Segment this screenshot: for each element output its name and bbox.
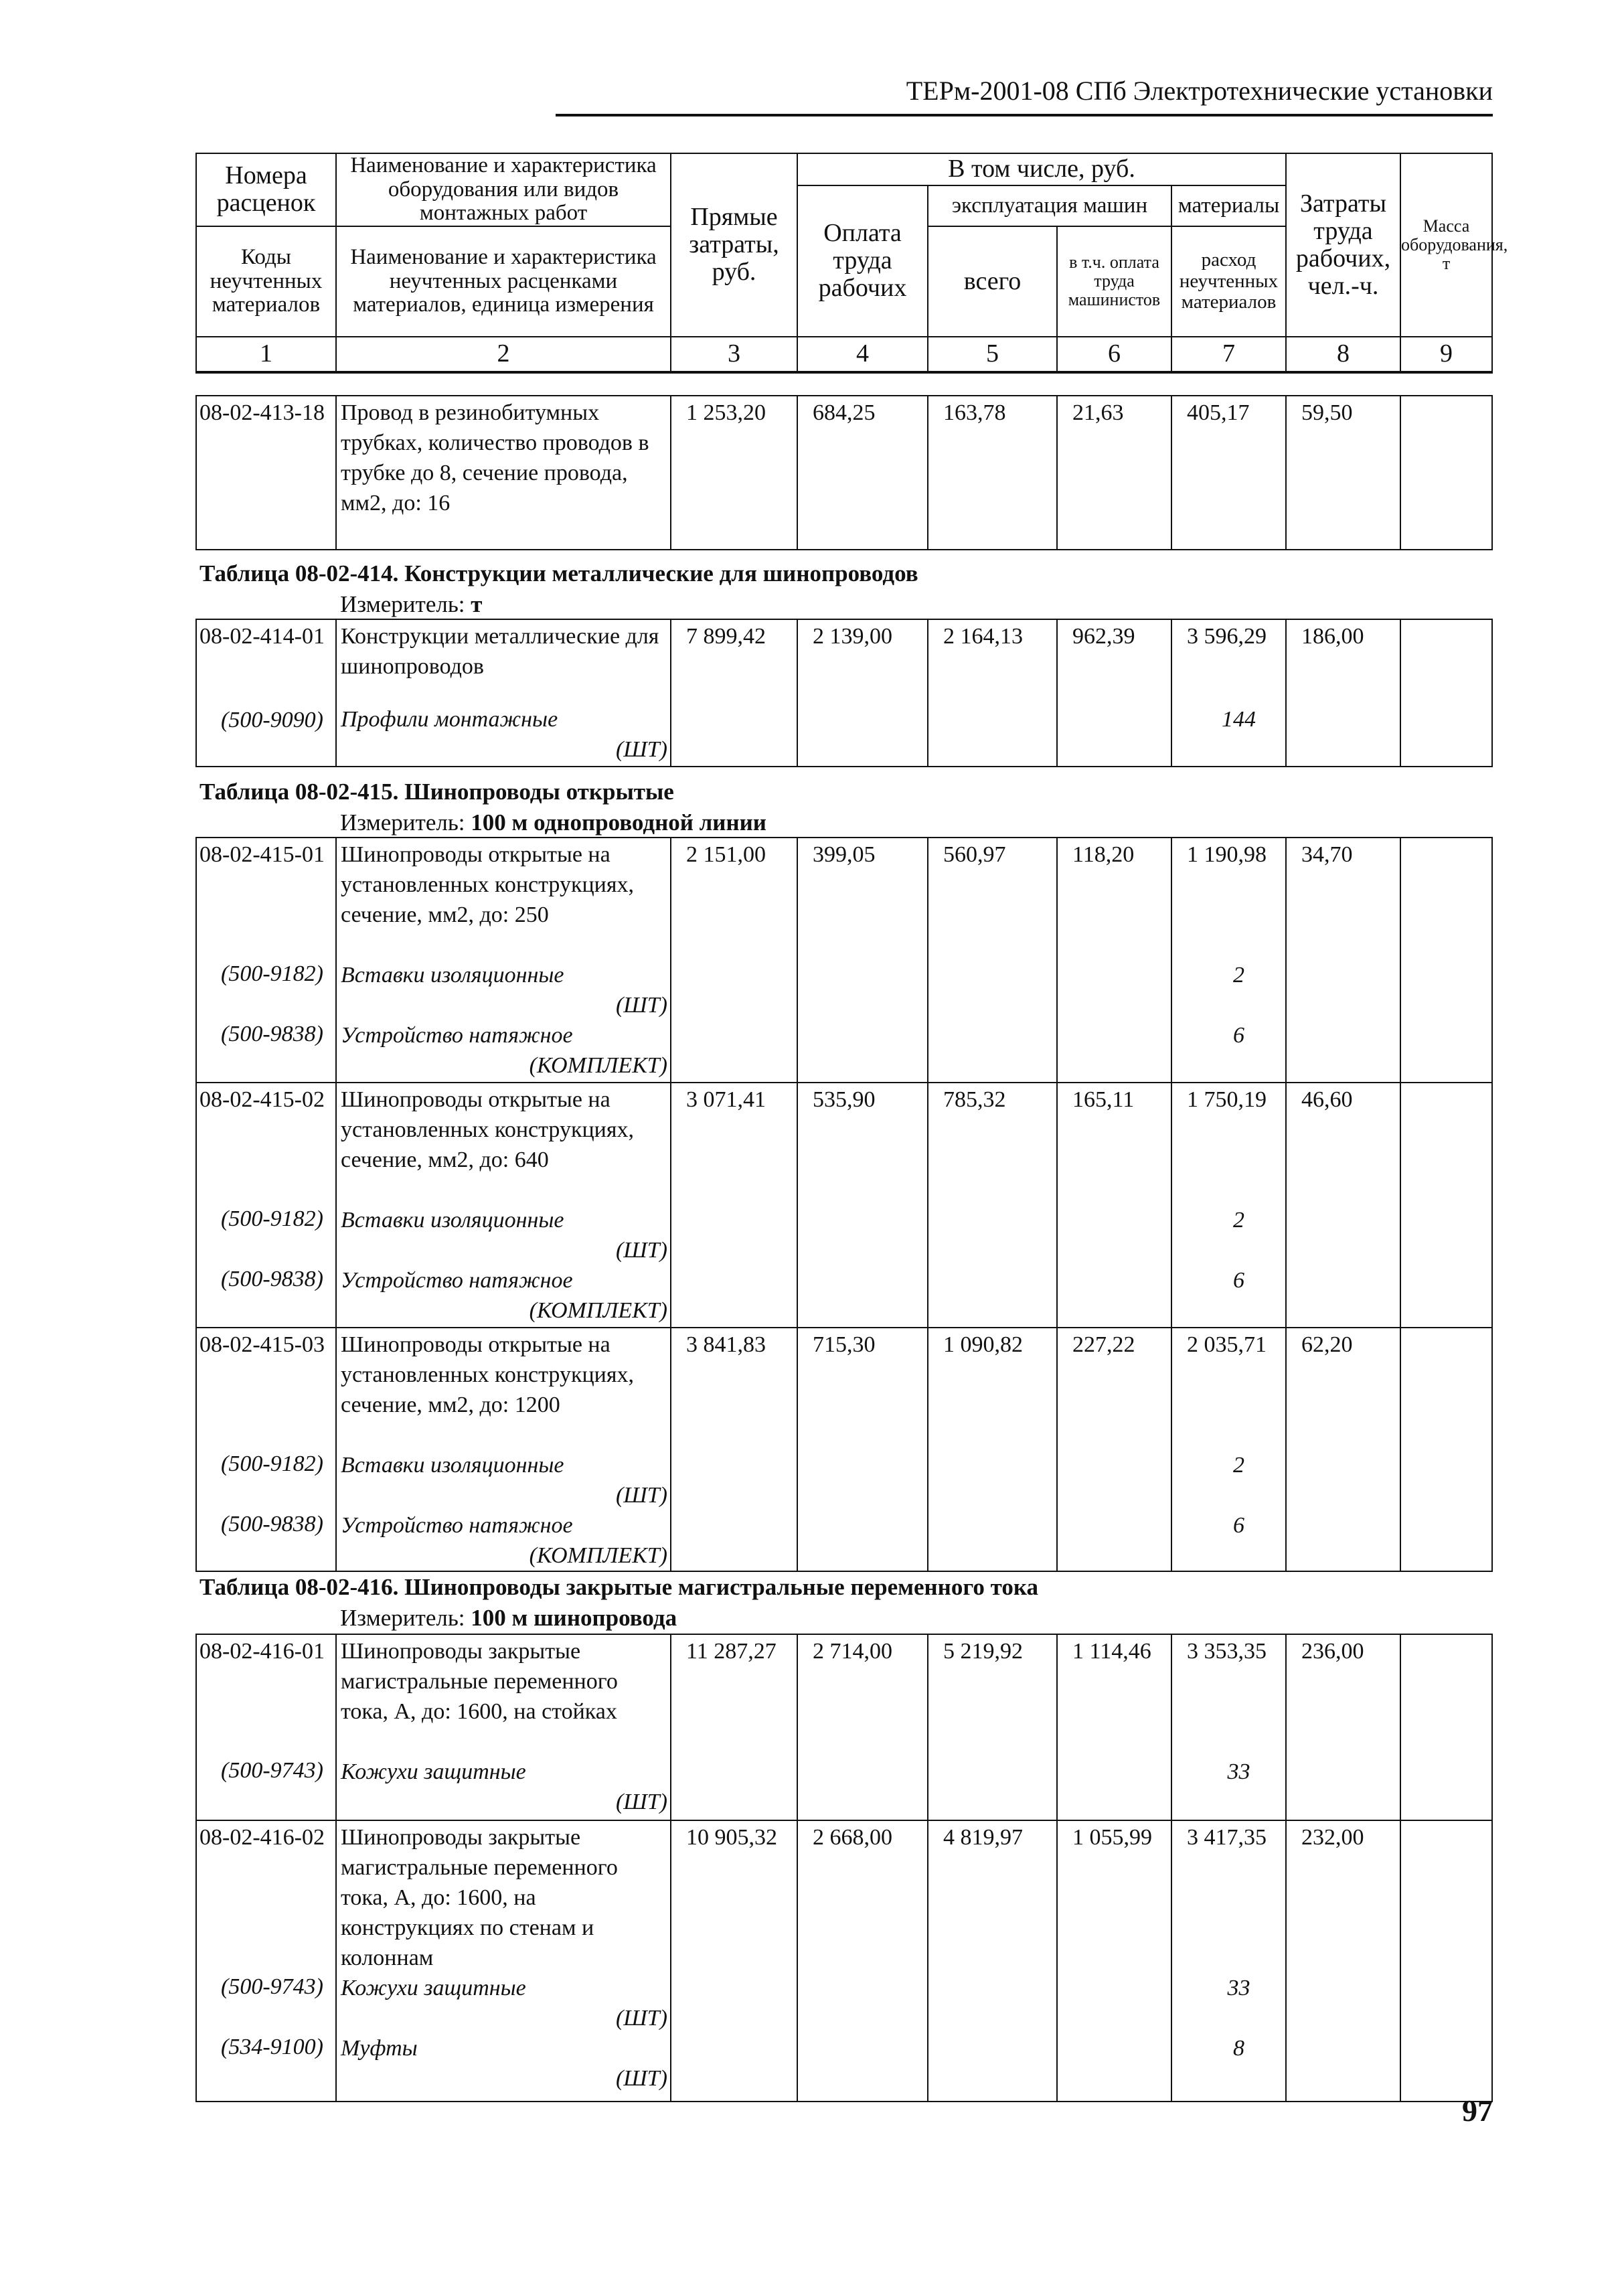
rate-name-cell (336, 1634, 671, 1820)
material-code: (500-9182) (221, 961, 323, 986)
mass-value (1400, 1634, 1492, 1820)
rate-code: 08-02-416-02 (199, 1825, 325, 1850)
unit-value: т (471, 591, 483, 617)
unit-line-415 (340, 807, 766, 838)
mass-value (1400, 396, 1492, 550)
labor-pay-value: 2 139,00 (797, 619, 928, 767)
rates-table-415 (195, 837, 1493, 1572)
column-number: 3 (671, 337, 797, 372)
material-qty: 2 (1233, 1453, 1244, 1478)
machines-total-value: 2 164,13 (928, 619, 1057, 767)
rate-code-cell (196, 1634, 336, 1820)
mass-value (1400, 1083, 1492, 1328)
column-number: 6 (1057, 337, 1171, 372)
header-machinists-pay: в т.ч. оплата труда машинистов (1057, 226, 1171, 337)
materials-value: 2 035,71 (1187, 1332, 1267, 1357)
material-code: (534-9100) (221, 2035, 323, 2059)
machines-total-value: 163,78 (928, 396, 1057, 550)
table-row (196, 1083, 1492, 1328)
header-materials-consumption: расход неучтенных материалов (1171, 226, 1286, 337)
machinists-pay-value: 1 055,99 (1057, 1820, 1171, 2102)
material-unit: (ШТ) (615, 993, 667, 1018)
material-unit: (ШТ) (615, 737, 667, 762)
direct-costs-value: 1 253,20 (671, 396, 797, 550)
header-labor-pay: Оплата труда рабочих (797, 185, 928, 337)
material-qty: 33 (1227, 1976, 1250, 2000)
rates-table-416 (195, 1634, 1493, 2102)
rate-name: Шинопроводы закрытые магистральные переменного тока, А, до: 1600, на конструкциях по стенам и колоннам (341, 1825, 618, 1970)
rate-name: Шинопроводы открытые на установленных конструкциях, сечение, мм2, до: 250 (341, 842, 634, 927)
material-name: Вставки изоляционные (341, 1453, 564, 1478)
header-machines-total: всего (928, 226, 1057, 337)
material-code: (500-9182) (221, 1451, 323, 1476)
table-row (196, 1634, 1492, 1820)
materials-value: 1 190,98 (1187, 842, 1267, 867)
materials-cell (1171, 838, 1286, 1083)
column-number: 8 (1286, 337, 1400, 372)
labor-pay-value: 715,30 (797, 1328, 928, 1571)
material-name: Вставки изоляционные (341, 963, 564, 987)
labor-hours-value: 186,00 (1286, 619, 1400, 767)
labor-pay-value: 2 668,00 (797, 1820, 928, 2102)
materials-cell (1171, 1083, 1286, 1328)
material-name: Муфты (341, 2036, 418, 2061)
header-materials-name: Наименование и характеристика неучтенных расценками материалов, единица измерения (336, 226, 671, 337)
material-unit: (ШТ) (615, 2066, 667, 2091)
labor-hours-value: 236,00 (1286, 1634, 1400, 1820)
mass-value (1400, 838, 1492, 1083)
materials-value: 3 353,35 (1187, 1639, 1267, 1664)
labor-pay-value: 2 714,00 (797, 1634, 928, 1820)
unit-line-416 (340, 1603, 677, 1634)
unit-value: 100 м однопроводной линии (471, 809, 766, 836)
machines-total-value: 1 090,82 (928, 1328, 1057, 1571)
column-number: 7 (1171, 337, 1286, 372)
rate-code-cell (196, 1820, 336, 2102)
rate-name-cell (336, 619, 671, 767)
material-qty: 33 (1227, 1759, 1250, 1784)
rate-name: Провод в резинобитумных трубках, количество проводов в трубке до 8, сечение провода, мм2, до: 16 (336, 396, 671, 550)
materials-cell (1171, 1634, 1286, 1820)
machinists-pay-value: 1 114,46 (1057, 1634, 1171, 1820)
rates-table-413 (195, 395, 1493, 550)
materials-value: 405,17 (1171, 396, 1286, 550)
header-unaccounted-codes: Коды неучтенных материалов (196, 226, 336, 337)
material-code: (500-9743) (221, 1758, 323, 1783)
material-unit: (КОМПЛЕКТ) (529, 1053, 667, 1078)
machinists-pay-value: 21,63 (1057, 396, 1171, 550)
material-qty: 6 (1233, 1268, 1244, 1293)
material-unit: (КОМПЛЕКТ) (529, 1298, 667, 1323)
column-number: 9 (1400, 337, 1492, 372)
direct-costs-value: 2 151,00 (671, 838, 797, 1083)
labor-hours-value: 232,00 (1286, 1820, 1400, 2102)
rate-name: Конструкции металлические для шинопроводов (341, 624, 659, 679)
materials-value: 3 596,29 (1187, 624, 1267, 649)
machinists-pay-value: 118,20 (1057, 838, 1171, 1083)
table-row (196, 838, 1492, 1083)
unit-label: Измеритель: (340, 1605, 465, 1631)
material-unit: (ШТ) (615, 2006, 667, 2031)
table-caption-416: Таблица 08-02-416. Шинопроводы закрытые магистральные переменного тока (199, 1574, 1038, 1600)
header-work-name: Наименование и характеристика оборудования или видов монтажных работ (336, 153, 671, 226)
direct-costs-value: 3 841,83 (671, 1328, 797, 1571)
rate-code: 08-02-414-01 (199, 624, 325, 649)
table-row (196, 619, 1492, 767)
materials-cell (1171, 1820, 1286, 2102)
rate-name: Шинопроводы открытые на установленных конструкциях, сечение, мм2, до: 640 (341, 1087, 634, 1172)
header-rate-numbers: Номера расценок (196, 153, 336, 226)
labor-pay-value: 684,25 (797, 396, 928, 550)
material-code: (500-9743) (221, 1974, 323, 1999)
rates-table-414 (195, 619, 1493, 767)
material-code: (500-9838) (221, 1267, 323, 1291)
material-qty: 8 (1233, 2036, 1244, 2061)
material-qty: 6 (1233, 1513, 1244, 1538)
material-code: (500-9182) (221, 1206, 323, 1231)
rate-name-cell (336, 1328, 671, 1571)
unit-label: Измеритель: (340, 591, 465, 617)
direct-costs-value: 10 905,32 (671, 1820, 797, 2102)
header-direct-costs: Прямые затраты, руб. (671, 153, 797, 337)
table-row (196, 1820, 1492, 2102)
header-machines-group: эксплуатация машин (928, 185, 1171, 226)
material-code: (500-9090) (221, 708, 323, 732)
direct-costs-value: 3 071,41 (671, 1083, 797, 1328)
rate-name: Шинопроводы закрытые магистральные переменного тока, А, до: 1600, на стойках (341, 1639, 618, 1724)
rate-code: 08-02-415-02 (199, 1087, 325, 1112)
column-number: 1 (196, 337, 336, 372)
machines-total-value: 5 219,92 (928, 1634, 1057, 1820)
material-qty: 6 (1233, 1023, 1244, 1048)
material-name: Кожухи защитные (341, 1759, 526, 1784)
material-unit: (КОМПЛЕКТ) (529, 1543, 667, 1568)
machines-total-value: 560,97 (928, 838, 1057, 1083)
material-name: Кожухи защитные (341, 1976, 526, 2000)
material-code: (500-9838) (221, 1022, 323, 1046)
labor-pay-value: 399,05 (797, 838, 928, 1083)
header-in-total: В том числе, руб. (797, 153, 1286, 185)
header-rule (556, 114, 1493, 116)
labor-hours-value: 62,20 (1286, 1328, 1400, 1571)
direct-costs-value: 11 287,27 (671, 1634, 797, 1820)
column-header-table (195, 153, 1508, 374)
table-caption-414: Таблица 08-02-414. Конструкции металлические для шинопроводов (199, 560, 918, 586)
page-header-title: ТЕРм-2001-08 СПб Электротехнические установки (906, 76, 1493, 106)
labor-hours-value: 59,50 (1286, 396, 1400, 550)
material-name: Вставки изоляционные (341, 1208, 564, 1233)
mass-value (1400, 1820, 1492, 2102)
rate-name-cell (336, 1820, 671, 2102)
rate-code-cell (196, 1328, 336, 1571)
machines-total-value: 4 819,97 (928, 1820, 1057, 2102)
machinists-pay-value: 227,22 (1057, 1328, 1171, 1571)
labor-hours-value: 34,70 (1286, 838, 1400, 1083)
machinists-pay-value: 165,11 (1057, 1083, 1171, 1328)
unit-line-414 (340, 589, 482, 620)
column-number: 5 (928, 337, 1057, 372)
material-unit: (ШТ) (615, 1483, 667, 1508)
labor-pay-value: 535,90 (797, 1083, 928, 1328)
materials-value: 1 750,19 (1187, 1087, 1267, 1112)
material-qty: 2 (1233, 1208, 1244, 1233)
material-name: Устройство натяжное (341, 1023, 573, 1048)
material-code: (500-9838) (221, 1512, 323, 1536)
material-name: Устройство натяжное (341, 1513, 573, 1538)
column-number: 2 (336, 337, 671, 372)
rate-code: 08-02-415-01 (199, 842, 325, 867)
rate-name: Шинопроводы открытые на установленных конструкциях, сечение, мм2, до: 1200 (341, 1332, 634, 1417)
rate-name-cell (336, 1083, 671, 1328)
material-qty: 2 (1233, 963, 1244, 987)
unit-value: 100 м шинопровода (471, 1605, 677, 1631)
materials-cell (1171, 1328, 1286, 1571)
machinists-pay-value: 962,39 (1057, 619, 1171, 767)
materials-value: 3 417,35 (1187, 1825, 1267, 1850)
header-materials-group: материалы (1171, 185, 1286, 226)
rate-code-cell (196, 619, 336, 767)
table-caption-415: Таблица 08-02-415. Шинопроводы открытые (199, 779, 674, 805)
materials-cell (1171, 619, 1286, 767)
page-number: 97 (1462, 2093, 1493, 2128)
rate-code: 08-02-416-01 (199, 1639, 325, 1664)
material-unit: (ШТ) (615, 1790, 667, 1814)
material-name: Профили монтажные (341, 707, 558, 732)
rate-code: 08-02-415-03 (199, 1332, 325, 1357)
direct-costs-value: 7 899,42 (671, 619, 797, 767)
material-name: Устройство натяжное (341, 1268, 573, 1293)
unit-label: Измеритель: (340, 809, 465, 836)
rate-code-cell (196, 838, 336, 1083)
mass-value (1400, 1328, 1492, 1571)
table-row (196, 1328, 1492, 1571)
rate-name-cell (336, 838, 671, 1083)
rate-code: 08-02-413-18 (196, 396, 336, 550)
machines-total-value: 785,32 (928, 1083, 1057, 1328)
table-row (196, 396, 1492, 550)
header-equipment-mass: Масса оборудования, т (1400, 153, 1492, 337)
rate-code-cell (196, 1083, 336, 1328)
material-qty: 144 (1222, 707, 1256, 732)
column-number: 4 (797, 337, 928, 372)
labor-hours-value: 46,60 (1286, 1083, 1400, 1328)
mass-value (1400, 619, 1492, 767)
header-labor-hours: Затраты труда рабочих, чел.-ч. (1286, 153, 1400, 337)
material-unit: (ШТ) (615, 1238, 667, 1263)
